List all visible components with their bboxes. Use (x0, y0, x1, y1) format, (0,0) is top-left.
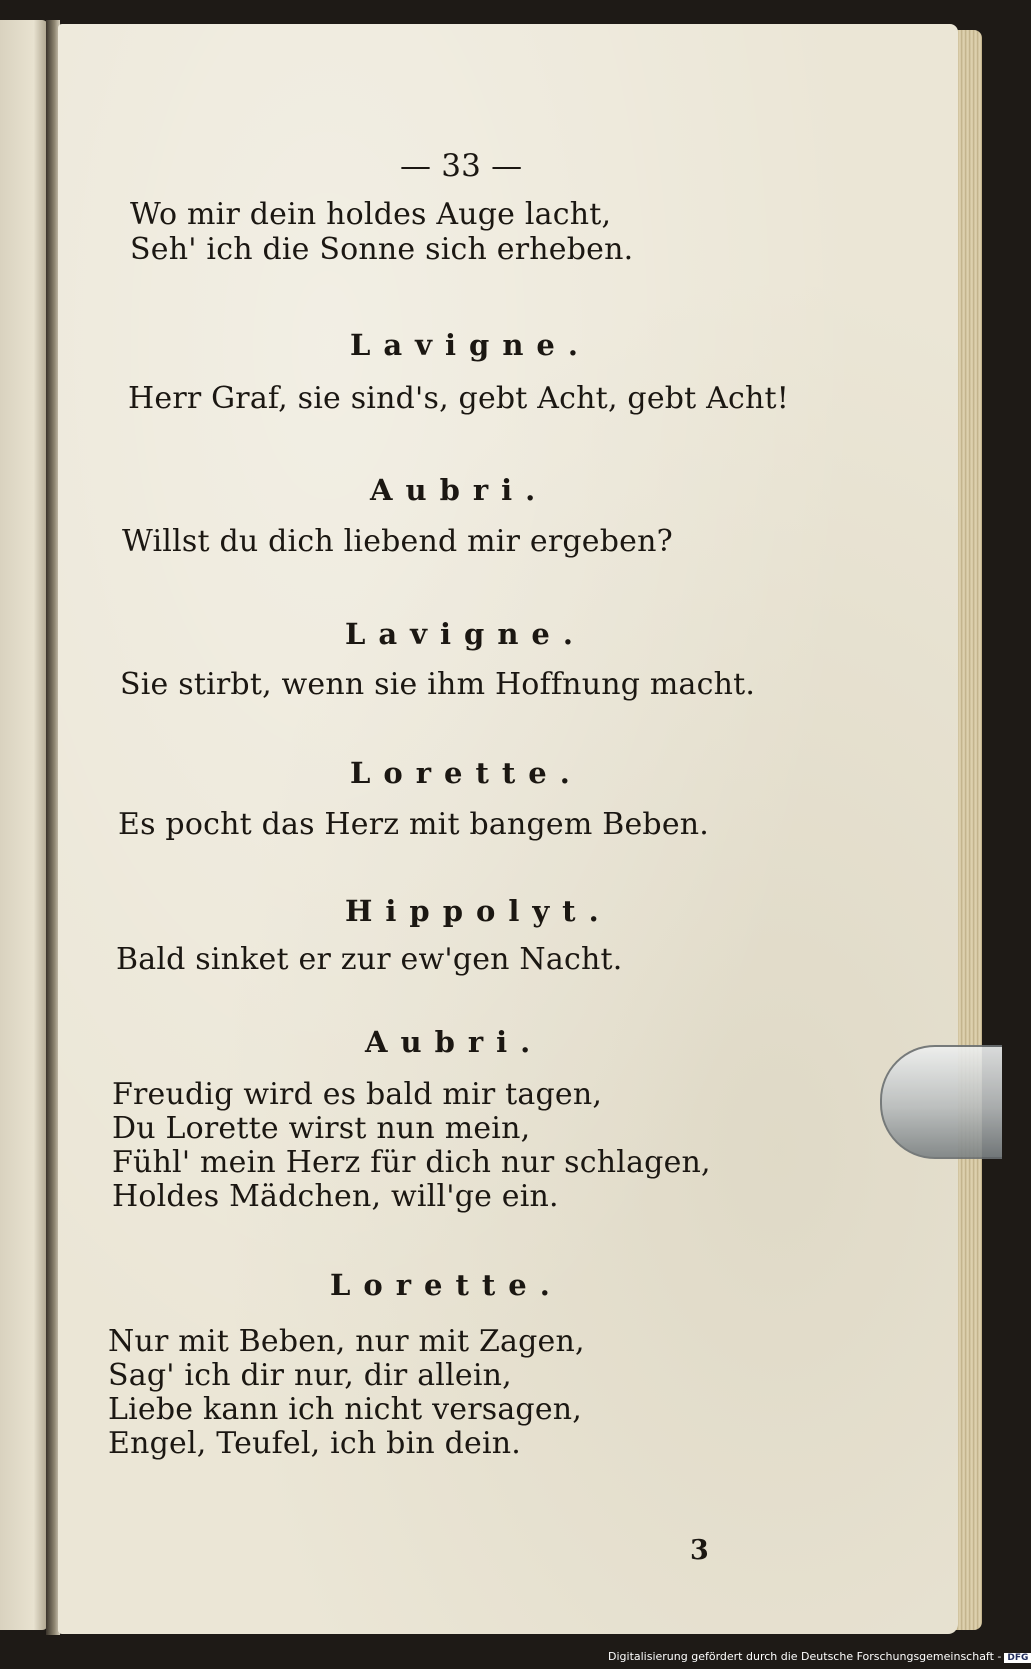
verse-line: Wo mir dein holdes Auge lacht, (130, 197, 612, 232)
speaker-name: Aubri. (365, 1025, 544, 1059)
verse-line: Fühl' mein Herz für dich nur schlagen, (112, 1145, 711, 1180)
page-clip (880, 1045, 1002, 1159)
verse-line: Willst du dich liebend mir ergeben? (122, 524, 673, 559)
verse-line: Nur mit Beben, nur mit Zagen, (108, 1324, 585, 1359)
verse-line: Bald sinket er zur ew'gen Nacht. (116, 942, 623, 977)
speaker-name: Lavigne. (345, 617, 586, 651)
speaker-name: Hippolyt. (345, 894, 612, 928)
digitization-credit (608, 1650, 1031, 1663)
signature-mark: 3 (690, 1535, 709, 1566)
speaker-name: Lorette. (350, 756, 583, 790)
dfg-logo: DFG (1004, 1653, 1031, 1663)
verse-line: Herr Graf, sie sind's, gebt Acht, gebt Acht! (128, 381, 790, 416)
verse-line: Engel, Teufel, ich bin dein. (108, 1426, 522, 1461)
left-page-edge (0, 20, 48, 1630)
verse-line: Freudig wird es bald mir tagen, (112, 1077, 603, 1112)
page-number: — 33 — (400, 148, 523, 184)
speaker-name: Aubri. (370, 473, 549, 507)
verse-line: Du Lorette wirst nun mein, (112, 1111, 531, 1146)
verse-line: Liebe kann ich nicht versagen, (108, 1392, 583, 1427)
verse-line: Sie stirbt, wenn sie ihm Hoffnung macht. (120, 667, 756, 702)
verse-line: Es pocht das Herz mit bangem Beben. (118, 807, 710, 842)
speaker-name: Lavigne. (350, 328, 591, 362)
verse-line: Sag' ich dir nur, dir allein, (108, 1358, 512, 1393)
verse-line: Holdes Mädchen, will'ge ein. (112, 1179, 559, 1214)
speaker-name: Lorette. (330, 1268, 563, 1302)
credit-text: Digitalisierung gefördert durch die Deutsche Forschungsgemeinschaft - (608, 1650, 1002, 1663)
verse-line: Seh' ich die Sonne sich erheben. (130, 232, 634, 267)
